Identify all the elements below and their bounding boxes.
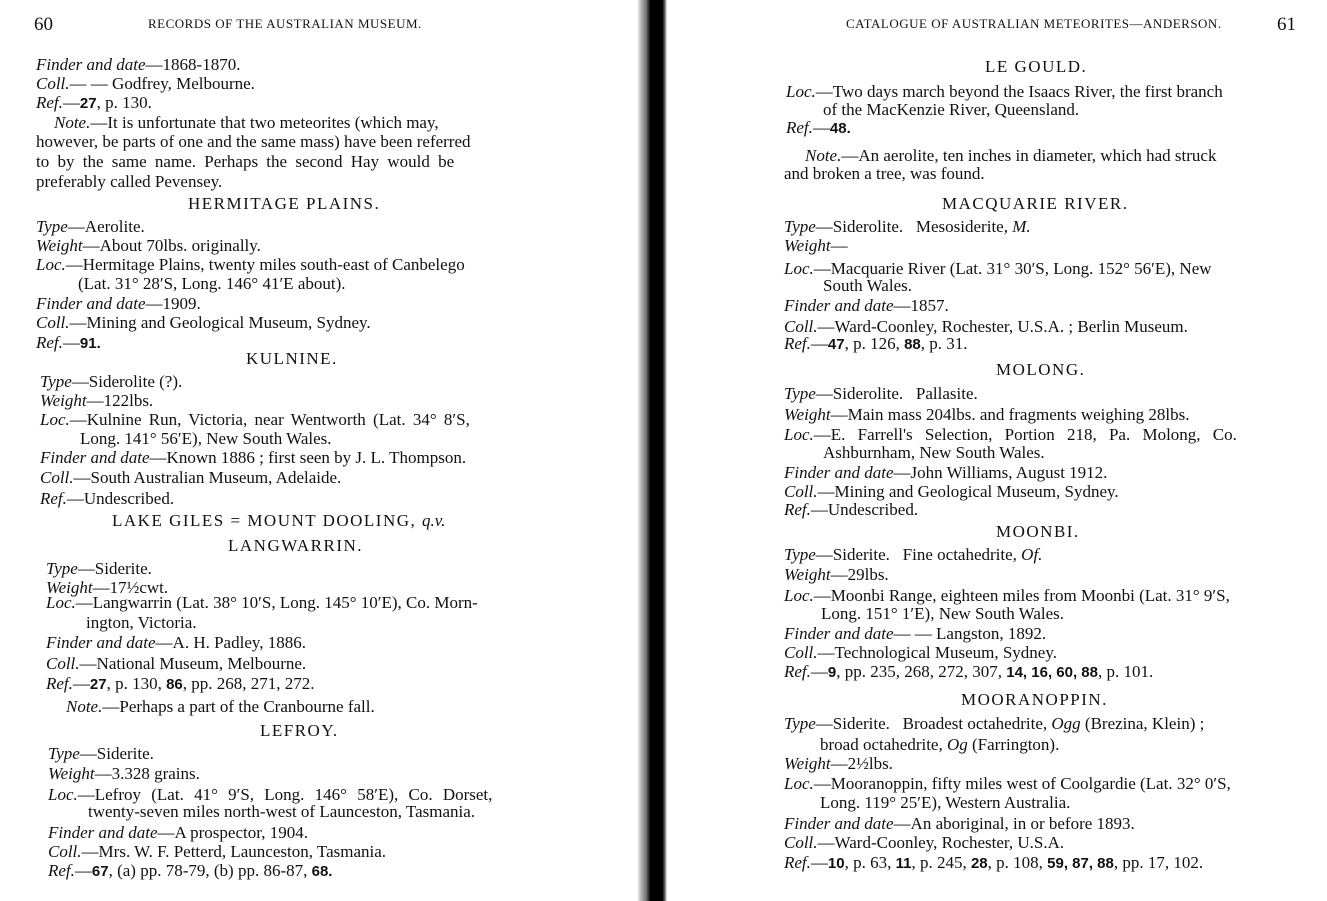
note-line: and broken a tree, was found.: [784, 164, 985, 183]
entry-heading: MACQUARIE RIVER.: [942, 194, 1129, 213]
loc-line: Long. 151° 1′E), New South Wales.: [821, 604, 1065, 623]
running-head: RECORDS OF THE AUSTRALIAN MUSEUM.: [148, 16, 422, 31]
coll-line: Coll.—Mining and Geological Museum, Sydney.: [36, 313, 371, 332]
right-page: [665, 0, 1327, 901]
type-line: Type—Siderolite (?).: [40, 372, 183, 391]
ref-line: Ref.—67, (a) pp. 78-79, (b) pp. 86-87, 68.: [48, 861, 333, 880]
finder-line: Finder and date—1909.: [36, 294, 201, 313]
page-number: 60: [34, 14, 53, 35]
ref-line: Ref.—Undescribed.: [40, 489, 175, 508]
entry-heading: MOORANOPPIN.: [961, 690, 1108, 709]
ref-line: Ref.—27, p. 130, 86, pp. 268, 271, 272.: [46, 674, 315, 693]
type-line: broad octahedrite, Og (Farrington).: [820, 735, 1060, 754]
weight-line: Weight—17½cwt.: [46, 578, 169, 597]
weight-line: Weight—29lbs.: [784, 565, 889, 584]
loc-line: of the MacKenzie River, Queensland.: [823, 100, 1080, 119]
note-line: Note.—It is unfortunate that two meteorites (which may,: [54, 113, 439, 132]
loc-line: Ashburnham, New South Wales.: [823, 443, 1045, 462]
ref-line: Ref.—91.: [36, 333, 101, 352]
entry-heading: LE GOULD.: [985, 57, 1088, 76]
entry-heading: LANGWARRIN.: [228, 536, 364, 555]
finder-line: Finder and date—Known 1886 ; first seen by J. L. Thompson.: [40, 448, 467, 467]
loc-line: Long. 141° 56′E), New South Wales.: [80, 429, 332, 448]
ref-line: Ref.—10, p. 63, 11, p. 245, 28, p. 108, 59, 87, 88, pp. 17, 102.: [784, 853, 1204, 872]
weight-line: Weight—: [784, 236, 848, 255]
coll-line: Coll.—Ward-Coonley, Rochester, U.S.A.: [784, 833, 1065, 852]
note-line: Note.—Perhaps a part of the Cranbourne fall.: [66, 697, 375, 716]
loc-line: Loc.—Moonbi Range, eighteen miles from Moonbi (Lat. 31° 9′S,: [784, 586, 1230, 605]
loc-line: ington, Victoria.: [86, 613, 197, 632]
ref-line: Ref.—Undescribed.: [784, 500, 919, 519]
ref-line: Ref.—27, p. 130.: [36, 93, 152, 112]
weight-line: Weight—122lbs.: [40, 391, 154, 410]
left-page: [0, 0, 640, 901]
entry-heading: MOONBI.: [996, 522, 1080, 541]
coll-line: Coll.— — Godfrey, Melbourne.: [36, 74, 255, 93]
type-line: Type—Siderite.: [46, 559, 152, 578]
entry-heading: LAKE GILES = MOUNT DOOLING, q.v.: [112, 511, 446, 530]
loc-line: Loc.—Hermitage Plains, twenty miles south-east of Canbelego: [36, 255, 465, 274]
type-line: Type—Aerolite.: [36, 217, 145, 236]
weight-line: Weight—About 70lbs. originally.: [36, 236, 261, 255]
coll-line: Coll.—Mrs. W. F. Petterd, Launceston, Tasmania.: [48, 842, 387, 861]
finder-line: Finder and date—1857.: [784, 296, 949, 315]
entry-heading: HERMITAGE PLAINS.: [188, 194, 381, 213]
ref-line: Ref.—48.: [786, 118, 851, 137]
coll-line: Coll.—Mining and Geological Museum, Sydney.: [784, 482, 1119, 501]
type-line: Type—Siderite.: [48, 744, 154, 763]
note-line: to by the same name. Perhaps the second Hay would be: [36, 152, 455, 171]
loc-line: Loc.—Macquarie River (Lat. 31° 30′S, Long. 152° 56′E), New: [784, 259, 1212, 278]
finder-line: Finder and date— — Langston, 1892.: [784, 624, 1047, 643]
loc-line: Loc.—Two days march beyond the Isaacs River, the first branch: [786, 82, 1223, 101]
finder-line: Finder and date—1868-1870.: [36, 55, 241, 74]
entry-heading: KULNINE.: [246, 349, 338, 368]
finder-line: Finder and date—A. H. Padley, 1886.: [46, 633, 307, 652]
finder-line: Finder and date—An aboriginal, in or before 1893.: [784, 814, 1135, 833]
loc-line: Loc.—Mooranoppin, fifty miles west of Coolgardie (Lat. 32° 0′S,: [784, 774, 1231, 793]
finder-line: Finder and date—A prospector, 1904.: [48, 823, 308, 842]
note-line: preferably called Pevensey.: [36, 172, 223, 191]
running-head: CATALOGUE OF AUSTRALIAN METEORITES—ANDERSON.: [846, 16, 1222, 31]
note-line: Note.—An aerolite, ten inches in diameter, which had struck: [805, 146, 1217, 165]
weight-line: Weight—2½lbs.: [784, 754, 893, 773]
loc-line: Loc.—Lefroy (Lat. 41° 9′S, Long. 146° 58′E), Co. Dorset,: [48, 785, 493, 804]
coll-line: Coll.—National Museum, Melbourne.: [46, 654, 307, 673]
note-line: however, be parts of one and the same mass) have been referred: [36, 132, 471, 151]
type-line: Type—Siderolite. Pallasite.: [784, 384, 978, 403]
loc-line: Loc.—E. Farrell's Selection, Portion 218, Pa. Molong, Co.: [784, 425, 1237, 444]
type-line: Type—Siderite. Fine octahedrite, Of.: [784, 545, 1043, 564]
coll-line: Coll.—Technological Museum, Sydney.: [784, 643, 1057, 662]
finder-line: Finder and date—John Williams, August 1912.: [784, 463, 1108, 482]
loc-line: (Lat. 31° 28′S, Long. 146° 41′E about).: [78, 274, 346, 293]
entry-heading: MOLONG.: [996, 360, 1086, 379]
type-line: Type—Siderite. Broadest octahedrite, Ogg (Brezina, Klein) ;: [784, 714, 1205, 733]
coll-line: Coll.—South Australian Museum, Adelaide.: [40, 468, 342, 487]
coll-line: Coll.—Ward-Coonley, Rochester, U.S.A. ; Berlin Museum.: [784, 317, 1188, 336]
loc-line: Loc.—Langwarrin (Lat. 38° 10′S, Long. 145° 10′E), Co. Morn-: [46, 593, 478, 612]
loc-line: South Wales.: [823, 276, 912, 295]
loc-line: Loc.—Kulnine Run, Victoria, near Wentworth (Lat. 34° 8′S,: [40, 410, 470, 429]
weight-line: Weight—Main mass 204lbs. and fragments weighing 28lbs.: [784, 405, 1190, 424]
book-gutter: [637, 0, 667, 901]
page-number: 61: [1277, 14, 1296, 35]
ref-line: Ref.—47, p. 126, 88, p. 31.: [784, 334, 968, 353]
loc-line: Long. 119° 25′E), Western Australia.: [820, 793, 1071, 812]
ref-line: Ref.—9, pp. 235, 268, 272, 307, 14, 16, 60, 88, p. 101.: [784, 662, 1154, 681]
entry-heading: LEFROY.: [260, 721, 339, 740]
weight-line: Weight—3.328 grains.: [48, 764, 200, 783]
loc-line: twenty-seven miles north-west of Launceston, Tasmania.: [88, 802, 476, 821]
type-line: Type—Siderolite. Mesosiderite, M.: [784, 217, 1031, 236]
